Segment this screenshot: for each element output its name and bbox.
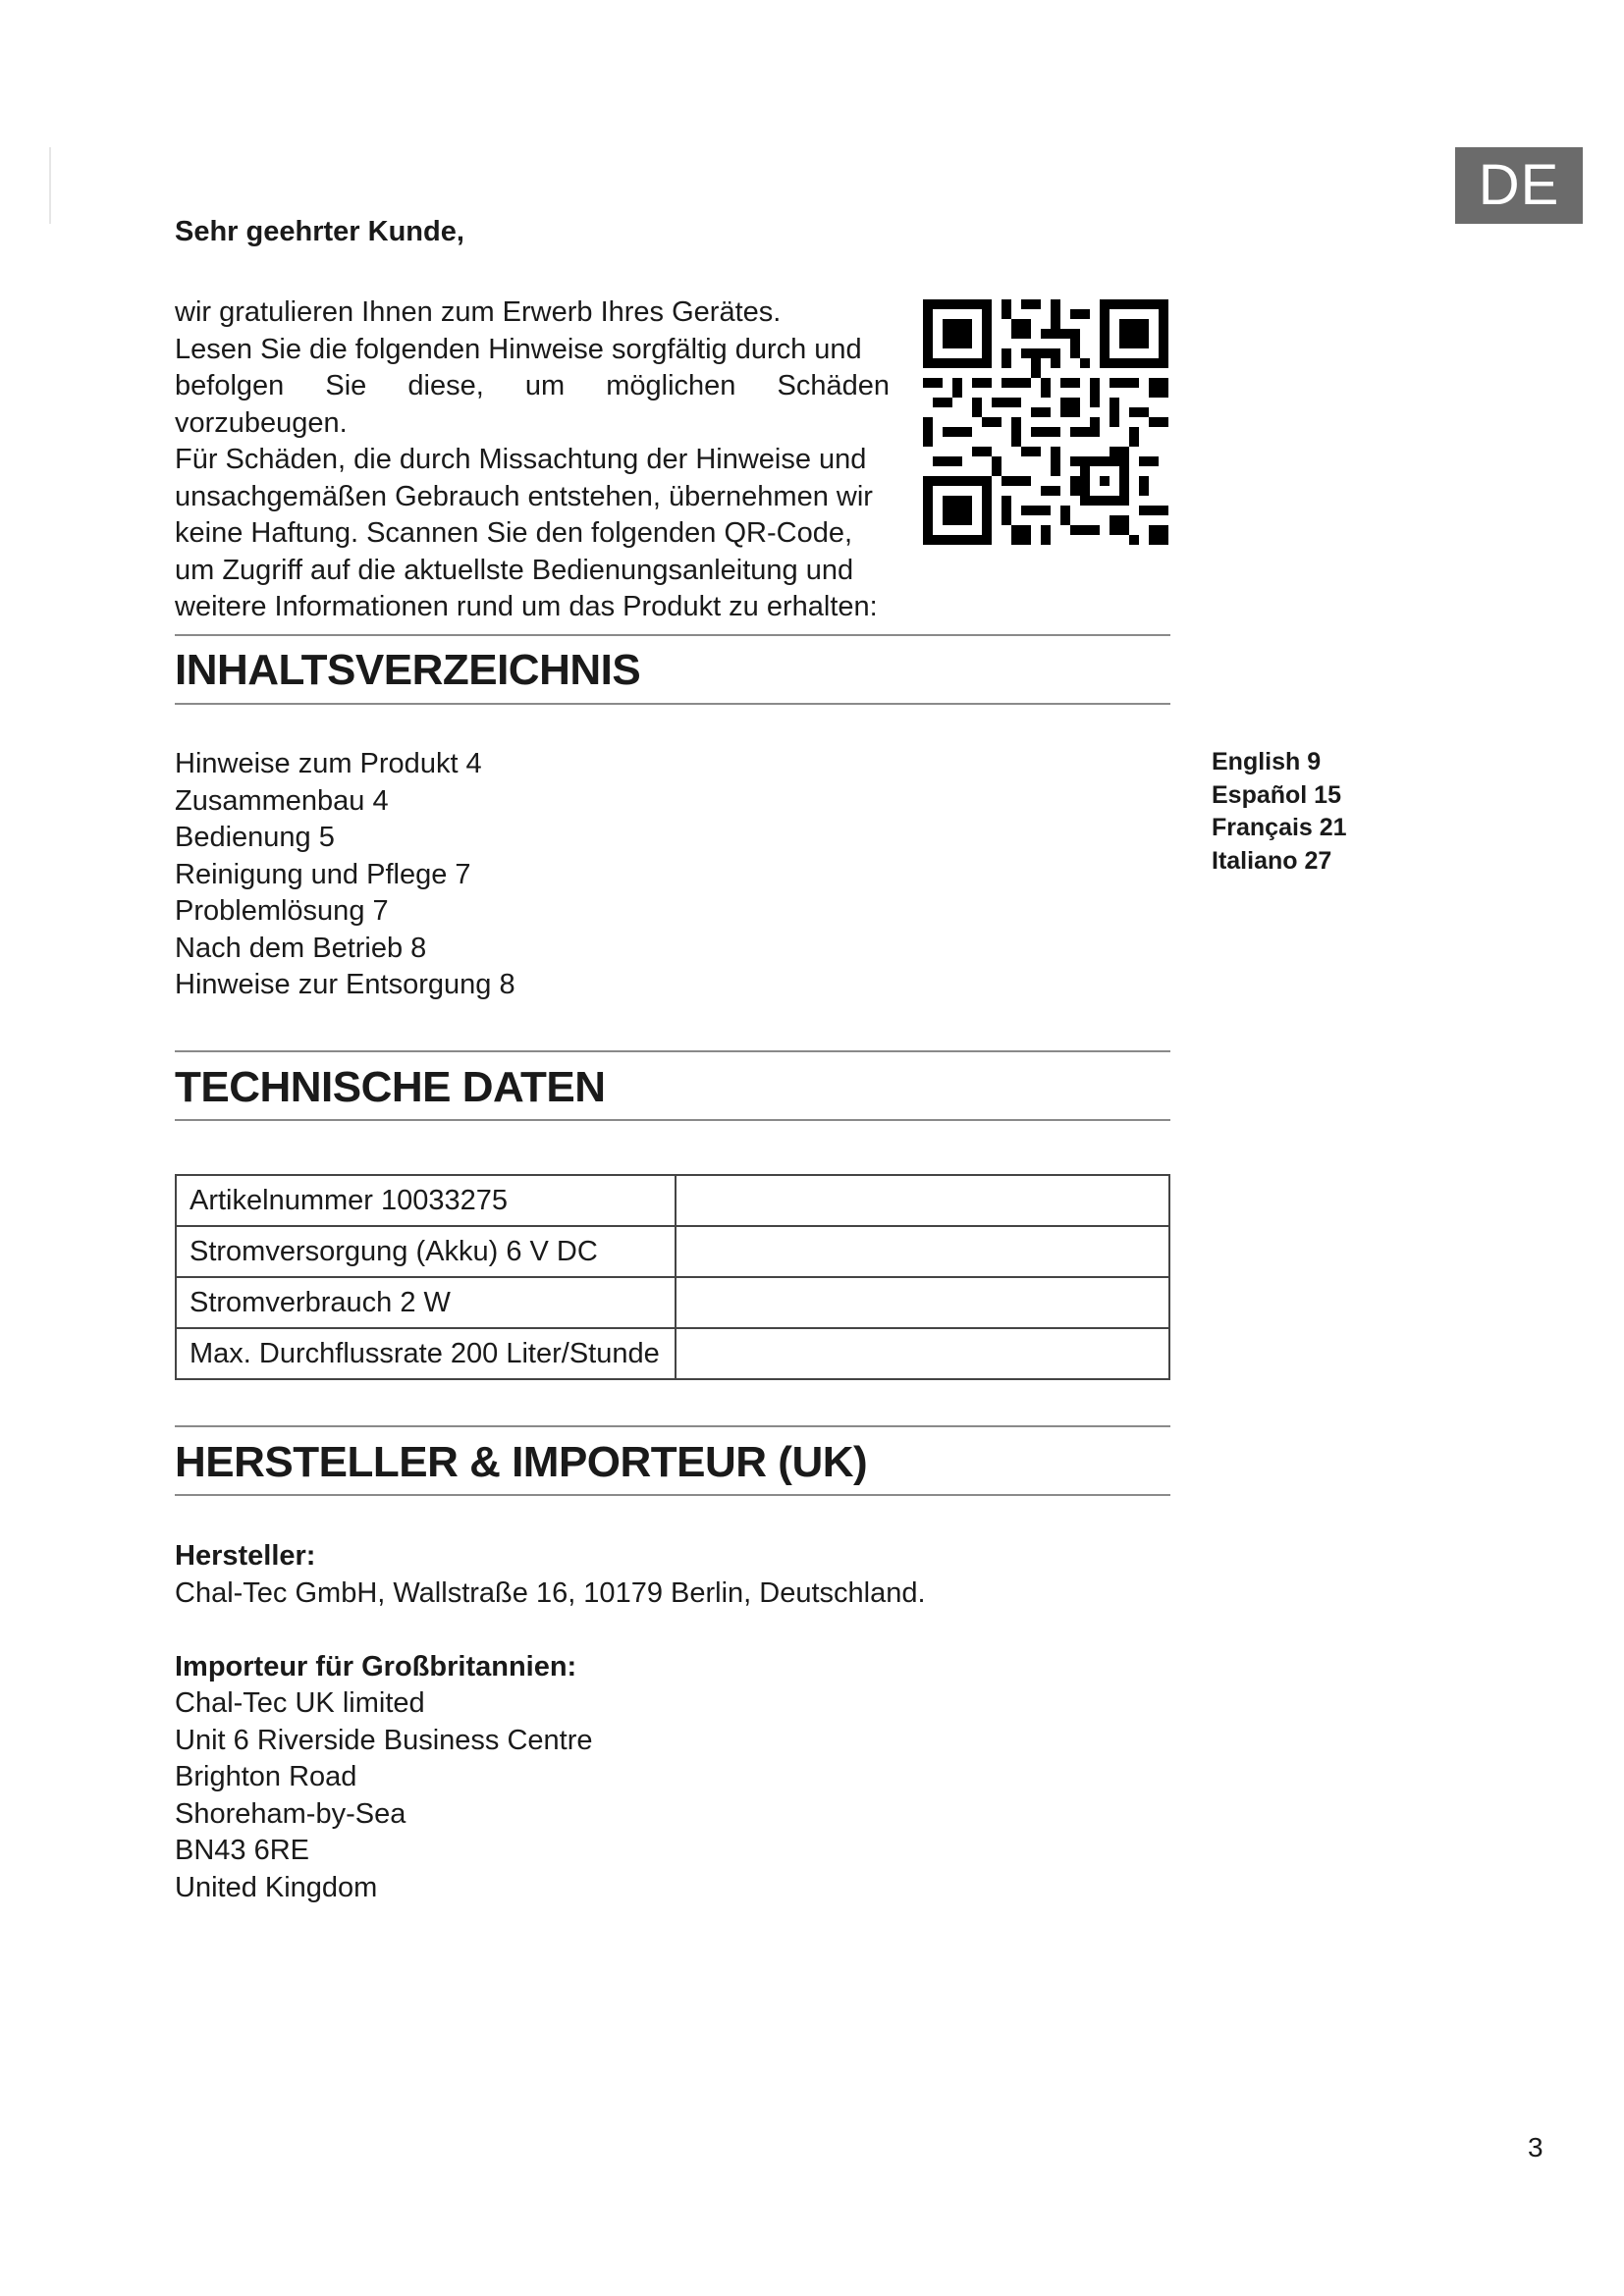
- table-cell: Max. Durchflussrate 200 Liter/Stunde: [176, 1328, 676, 1379]
- intro-line: Für Schäden, die durch Missachtung der Hinweise und: [175, 444, 867, 475]
- table-cell: Stromversorgung (Akku) 6 V DC: [176, 1226, 676, 1277]
- intro-line: Lesen Sie die folgenden Hinweise sorgfältig durch und: [175, 333, 862, 365]
- intro-line: keine Haftung. Scannen Sie den folgenden QR-Code,: [175, 517, 853, 549]
- section-rule: [175, 703, 1170, 705]
- intro-paragraph: [175, 294, 890, 626]
- table-row: [176, 1175, 1169, 1226]
- language-link-english[interactable]: English 9: [1212, 748, 1322, 775]
- page-number: 3: [1528, 2132, 1543, 2163]
- importer-line: Shoreham-by-Sea: [175, 1797, 406, 1830]
- table-row: [176, 1226, 1169, 1277]
- toc-item[interactable]: Problemlösung 7: [175, 895, 389, 927]
- section-rule: [175, 1425, 1170, 1427]
- table-row: [176, 1277, 1169, 1328]
- table-cell-empty: [676, 1226, 1169, 1277]
- section-rule: [175, 1119, 1170, 1121]
- importer-line: United Kingdom: [175, 1871, 378, 1903]
- importer-label: Importeur für Großbritannien:: [175, 1650, 577, 1682]
- qr-code-icon[interactable]: [923, 299, 1168, 545]
- table-cell: Stromverbrauch 2 W: [176, 1277, 676, 1328]
- toc-list: [175, 746, 515, 1004]
- importer-line: Chal-Tec UK limited: [175, 1687, 425, 1719]
- greeting: Sehr geehrter Kunde,: [175, 216, 464, 247]
- table-cell-empty: [676, 1277, 1169, 1328]
- intro-line: weitere Informationen rund um das Produkt zu erhalten:: [175, 591, 878, 622]
- importer-line: Unit 6 Riverside Business Centre: [175, 1724, 593, 1756]
- section-rule: [175, 634, 1170, 636]
- toc-item[interactable]: Hinweise zur Entsorgung 8: [175, 969, 515, 1000]
- table-row: [176, 1328, 1169, 1379]
- intro-line: befolgen Sie diese, um möglichen Schäden vorzubeugen.: [175, 370, 890, 439]
- section-rule: [175, 1050, 1170, 1052]
- toc-heading: INHALTSVERZEICHNIS: [175, 646, 641, 694]
- toc-item[interactable]: Bedienung 5: [175, 822, 335, 853]
- language-index: [1212, 746, 1347, 878]
- toc-item[interactable]: Zusammenbau 4: [175, 784, 389, 817]
- table-cell-empty: [676, 1328, 1169, 1379]
- tech-heading: TECHNISCHE DATEN: [175, 1063, 606, 1111]
- manufacturer-label: Hersteller:: [175, 1540, 316, 1572]
- table-cell: Artikelnummer 10033275: [176, 1175, 676, 1226]
- language-link-italian[interactable]: Italiano 27: [1212, 846, 1332, 875]
- margin-rule: [49, 147, 51, 224]
- language-link-spanish[interactable]: Español 15: [1212, 780, 1341, 809]
- importer-line: Brighton Road: [175, 1761, 357, 1792]
- manufacturer-heading: HERSTELLER & IMPORTEUR (UK): [175, 1438, 868, 1486]
- spacer: [175, 1612, 926, 1649]
- language-link-french[interactable]: Français 21: [1212, 814, 1347, 841]
- table-cell-empty: [676, 1175, 1169, 1226]
- importer-line: BN43 6RE: [175, 1835, 310, 1866]
- tech-data-table: [175, 1174, 1170, 1380]
- toc-item[interactable]: Nach dem Betrieb 8: [175, 932, 427, 964]
- intro-line: um Zugriff auf die aktuellste Bedienungsanleitung und: [175, 554, 854, 586]
- language-badge: DE: [1455, 147, 1583, 224]
- intro-line: unsachgemäßen Gebrauch entstehen, übernehmen wir: [175, 480, 873, 512]
- manufacturer-address: Chal-Tec GmbH, Wallstraße 16, 10179 Berlin, Deutschland.: [175, 1576, 926, 1609]
- toc-item[interactable]: Hinweise zum Produkt 4: [175, 748, 482, 779]
- address-block: [175, 1538, 926, 1906]
- section-rule: [175, 1494, 1170, 1496]
- intro-line: wir gratulieren Ihnen zum Erwerb Ihres Gerätes.: [175, 296, 782, 328]
- toc-item[interactable]: Reinigung und Pflege 7: [175, 858, 471, 890]
